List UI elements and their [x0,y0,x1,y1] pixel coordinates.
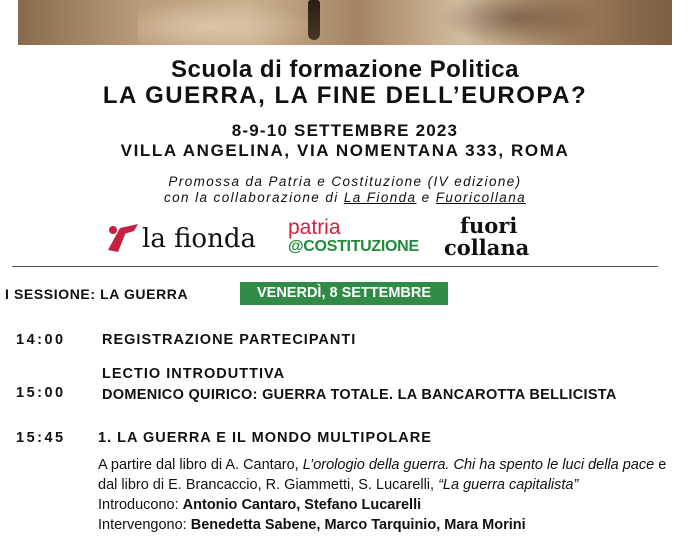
banner-texture [138,0,318,45]
fuoricollana-logo [442,213,552,263]
speakers-line [98,515,678,535]
patria-costituzione-logo [288,216,418,260]
fuori-logo-line2: collana [444,235,530,260]
session-label: I SESSIONE: LA GUERRA [5,286,189,302]
promoted-by: Promossa da Patria e Costituzione (IV edizione) [168,174,522,189]
collab-prefix: con la collaborazione di [163,190,344,205]
book-title: “La guerra capitalista” [438,477,579,493]
book-title: L’orologio della guerra. Chi ha spento le luci della pace [302,457,655,473]
program-subtitle: DOMENICO QUIRICO: GUERRA TOTALE. LA BANCAROTTA BELLICISTA [102,387,617,403]
page-subtitle: LA GUERRA, LA FINE DELL’EUROPA? [102,82,588,109]
day-badge: VENERDÌ, 8 SETTEMBRE [240,282,448,305]
introducers-label: Introducono: [98,497,183,513]
introducers-names: Antonio Cantaro, Stefano Lucarelli [182,497,422,513]
desc-part: e dal libro di E. Brancaccio, R. Giammetti, S. Lucarelli, [98,457,667,493]
speakers-label: Intervengono: [98,517,191,533]
la-fionda-logo [104,220,264,260]
slingshot-icon [104,222,140,254]
collab-partner-link[interactable]: Fuoricollana [435,190,527,205]
page-title: Scuola di formazione Politica [171,56,519,83]
program-time: 15:00 [16,385,66,401]
collaboration-line [0,190,690,205]
banner-texture [438,0,598,45]
la-fionda-logo-text: la fionda [142,224,256,254]
program-description [98,455,678,535]
program-title: 1. LA GUERRA E IL MONDO MULTIPOLARE [98,430,432,446]
introducers-line [98,495,678,515]
desc-part: A partire dal libro di A. Cantaro, [98,457,303,473]
divider [12,266,658,267]
speakers-names: Benedetta Sabene, Marco Tarquinio, Mara Morini [190,517,526,533]
collab-and: e [416,190,436,205]
patria-logo-line1: patria [288,216,341,239]
collab-partner-link[interactable]: La Fionda [343,190,417,205]
program-title: LECTIO INTRODUTTIVA [102,366,286,382]
banner-figure [308,0,320,40]
program-time: 14:00 [16,332,66,348]
program-title: REGISTRAZIONE PARTECIPANTI [102,332,357,348]
header-banner-image [18,0,672,45]
event-dates: 8-9-10 SETTEMBRE 2023 [231,121,459,140]
fuori-logo-line1: fuori [460,213,518,238]
program-time: 15:45 [16,430,66,446]
patria-logo-line2: @COSTITUZIONE [288,238,419,255]
event-venue: VILLA ANGELINA, VIA NOMENTANA 333, ROMA [120,141,570,160]
description-text [98,455,678,495]
